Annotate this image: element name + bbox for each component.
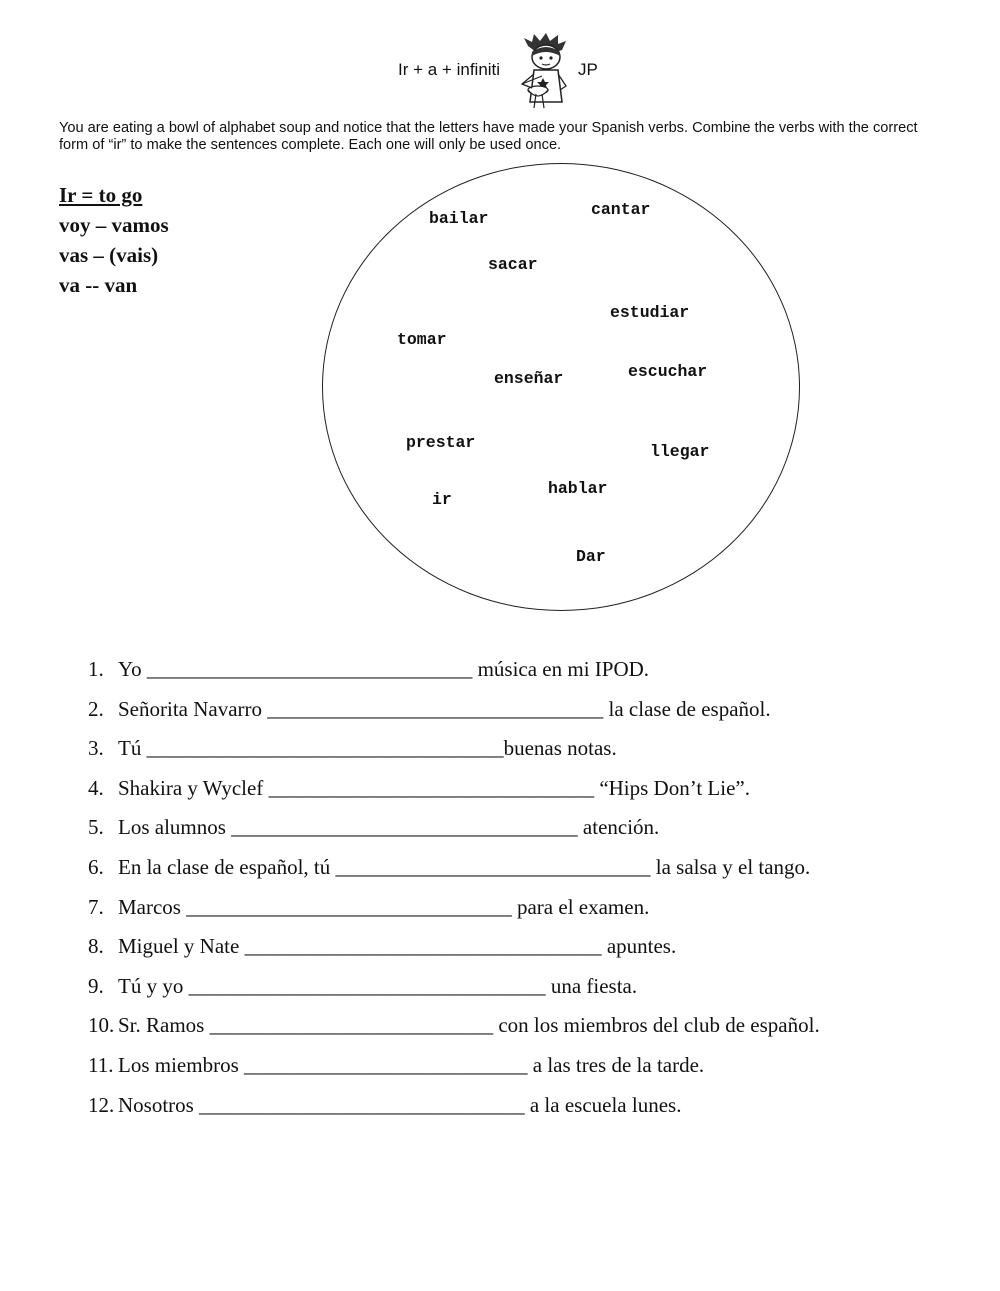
soup-word: llegar	[650, 442, 710, 461]
worksheet-title	[398, 60, 598, 80]
item-number: 1.	[88, 657, 104, 681]
boy-eating-soup-illustration	[512, 32, 580, 110]
soup-word: sacar	[488, 255, 538, 274]
conjugation-row: vas – (vais)	[59, 243, 159, 267]
item-number: 10.	[88, 1013, 115, 1038]
title-right: JP	[578, 60, 598, 79]
sentence-item	[88, 1050, 820, 1090]
sentence-item	[88, 971, 820, 1011]
item-number: 2.	[88, 696, 104, 721]
sentence-end: atención.	[577, 815, 660, 840]
answer-blank[interactable]: _______________________________	[199, 1092, 525, 1117]
sentence-start: Miguel y Nate	[118, 934, 245, 959]
item-number: 8.	[88, 934, 104, 959]
answer-blank[interactable]: _______________________________	[186, 894, 512, 919]
sentence-start: Los miembros	[118, 1052, 244, 1077]
sentence-item	[88, 1090, 820, 1130]
sentence-start: Tú y yo	[118, 973, 189, 998]
sentence-item	[88, 654, 820, 694]
soup-word: Dar	[576, 547, 606, 566]
sentence-item	[88, 892, 820, 932]
answer-blank[interactable]: _______________________________	[146, 657, 473, 681]
sentence-item	[88, 694, 820, 734]
answer-blank[interactable]: __________________________________	[146, 736, 504, 761]
sentence-end: una fiesta.	[545, 973, 638, 998]
sentence-start: Señorita Navarro	[118, 696, 268, 721]
item-number: 6.	[88, 854, 104, 879]
title-left: Ir + a + infiniti	[398, 60, 501, 79]
soup-word: hablar	[548, 479, 608, 498]
sentence-start: Nosotros	[118, 1092, 200, 1117]
answer-blank[interactable]: ___________________________	[209, 1013, 494, 1038]
soup-word: enseñar	[494, 369, 564, 388]
soup-word: escuchar	[628, 362, 708, 381]
answer-blank[interactable]: _________________________________	[231, 815, 578, 840]
sentence-end: apuntes.	[601, 934, 677, 959]
sentence-start: Shakira y Wyclef	[118, 775, 269, 800]
item-number: 12.	[88, 1092, 115, 1117]
item-number: 5.	[88, 815, 104, 840]
item-number: 4.	[88, 775, 104, 800]
sentence-end: con los miembros del club de español.	[493, 1013, 820, 1038]
sentence-end: para el examen.	[511, 894, 650, 919]
item-number: 7.	[88, 894, 104, 919]
sentence-item	[88, 733, 820, 773]
ir-conjugation-box	[59, 180, 169, 300]
answer-blank[interactable]: ___________________________	[244, 1052, 528, 1077]
sentence-list	[88, 654, 820, 1129]
sentence-start: Marcos	[118, 894, 187, 919]
soup-word: cantar	[591, 200, 651, 219]
item-number: 9.	[88, 973, 104, 998]
sentence-end: “Hips Don’t Lie”.	[594, 775, 750, 800]
item-number: 3.	[88, 736, 104, 761]
conjugation-row: va -- van	[59, 273, 138, 297]
soup-word: prestar	[406, 433, 476, 452]
sentence-end: buenas notas.	[503, 736, 617, 761]
sentence-end: la salsa y el tango.	[650, 854, 811, 879]
soup-word: bailar	[429, 209, 489, 228]
sentence-item	[88, 773, 820, 813]
sentence-start: En la clase de español, tú	[118, 854, 336, 879]
answer-blank[interactable]: _______________________________	[268, 775, 595, 800]
soup-word: ir	[432, 490, 452, 509]
sentence-end: a las tres de la tarde.	[527, 1052, 705, 1077]
answer-blank[interactable]: __________________________________	[244, 934, 602, 959]
sentence-item	[88, 1010, 820, 1050]
sentence-end: música en mi IPOD.	[472, 657, 650, 681]
sentence-start: Tú	[118, 736, 147, 761]
sentence-item	[88, 852, 820, 892]
soup-word: estudiar	[610, 303, 690, 322]
sentence-end: la clase de español.	[603, 696, 771, 721]
instructions-text: You are eating a bowl of alphabet soup and notice that the letters have made your Spanish verbs. Combine the verbs with the correct form of “ir” to make the sentences complete. Each one will only be used once.	[59, 120, 918, 153]
answer-blank[interactable]: ______________________________	[335, 854, 651, 879]
soup-word: tomar	[397, 330, 447, 349]
sentence-end: a la escuela lunes.	[524, 1092, 682, 1117]
sentence-item	[88, 931, 820, 971]
sentence-start: Yo	[118, 657, 147, 681]
sentence-start: Sr. Ramos	[118, 1013, 210, 1038]
sentence-item	[88, 812, 820, 852]
conjugation-heading: Ir = to go	[59, 183, 143, 207]
sentence-start: Los alumnos	[118, 815, 232, 840]
answer-blank[interactable]: ________________________________	[267, 696, 604, 721]
item-number: 11.	[88, 1052, 114, 1077]
conjugation-row: voy – vamos	[59, 213, 169, 237]
answer-blank[interactable]: __________________________________	[188, 973, 546, 998]
